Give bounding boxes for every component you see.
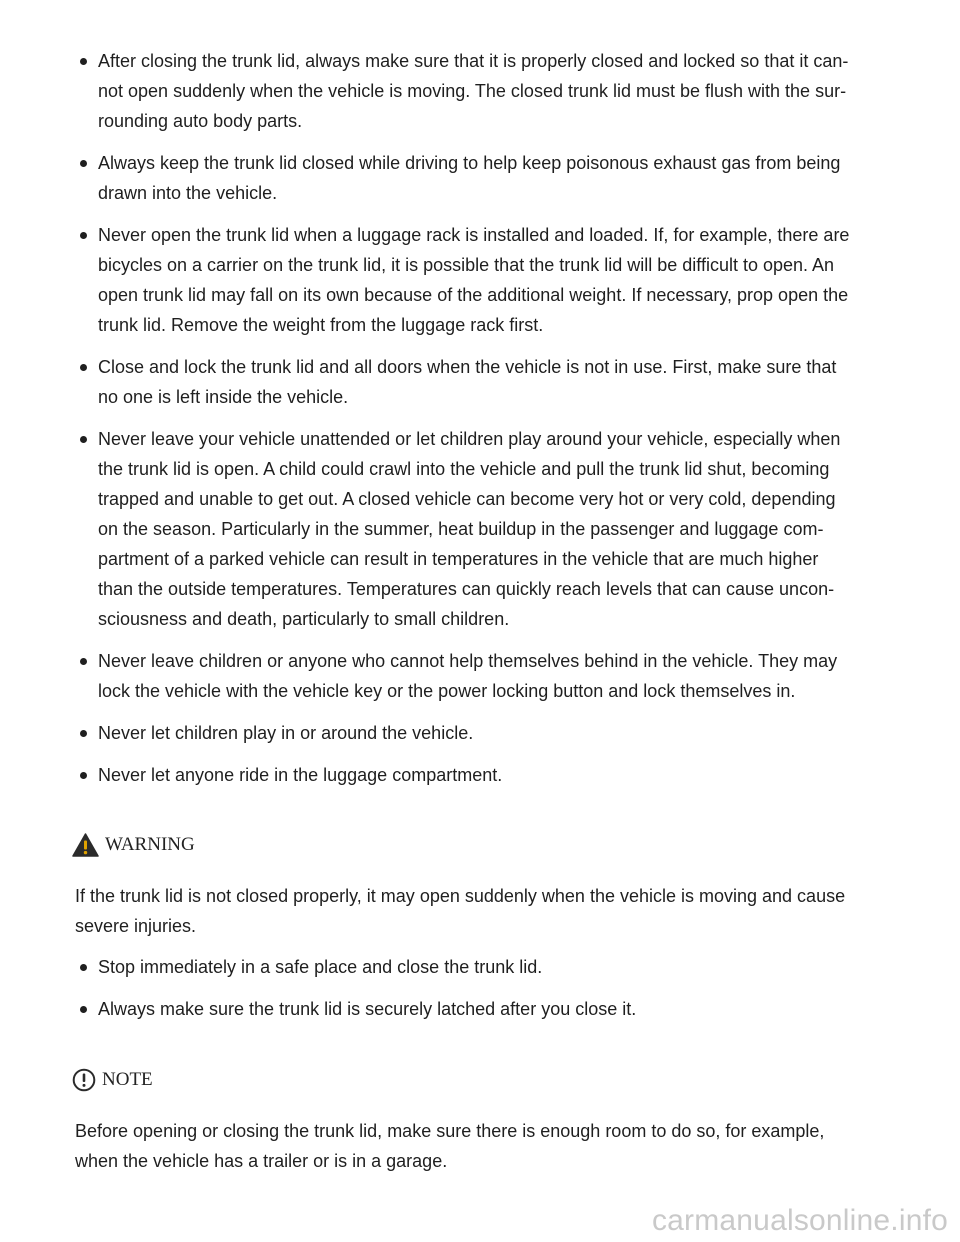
bullet-dot-icon: [80, 436, 87, 443]
text-line: Close and lock the trunk lid and all doors when the vehicle is not in use. First, make sure that: [98, 357, 837, 377]
text-line: rounding auto body parts.: [98, 111, 303, 131]
bullet-dot-icon: [80, 730, 87, 737]
list-item: [0, 46, 960, 136]
safety-bullet-list: [0, 46, 960, 802]
note-text: [75, 1116, 905, 1176]
list-item: [0, 718, 960, 748]
exclamation-circle-icon: [72, 1068, 96, 1092]
list-item: [0, 760, 960, 790]
bullet-dot-icon: [80, 658, 87, 665]
warning-text: [75, 881, 905, 941]
bullet-dot-icon: [80, 160, 87, 167]
list-item: [0, 220, 960, 340]
text-line: Never let anyone ride in the luggage compartment.: [98, 765, 503, 785]
text-line: Never open the trunk lid when a luggage rack is installed and loaded. If, for example, there are: [98, 225, 850, 245]
text-line: lock the vehicle with the vehicle key or the power locking button and lock themselves in.: [98, 681, 796, 701]
text-line: when the vehicle has a trailer or is in a garage.: [75, 1151, 448, 1171]
text-line: Never leave your vehicle unattended or let children play around your vehicle, especially when: [98, 429, 841, 449]
list-item: [0, 646, 960, 706]
list-item: [0, 994, 960, 1024]
list-item: [0, 352, 960, 412]
text-line: open trunk lid may fall on its own because of the additional weight. If necessary, prop open the: [98, 285, 849, 305]
text-line: severe injuries.: [75, 916, 197, 936]
note-heading: [72, 1068, 153, 1092]
text-line: Before opening or closing the trunk lid, make sure there is enough room to do so, for example,: [75, 1121, 825, 1141]
bullet-dot-icon: [80, 364, 87, 371]
text-line: on the season. Particularly in the summer, heat buildup in the passenger and luggage com-: [98, 519, 824, 539]
text-line: than the outside temperatures. Temperatures can quickly reach levels that can cause uncon-: [98, 579, 835, 599]
warning-triangle-icon: [72, 833, 99, 857]
list-item: [0, 424, 960, 634]
bullet-dot-icon: [80, 772, 87, 779]
text-line: no one is left inside the vehicle.: [98, 387, 349, 407]
warning-bullet-list: [0, 952, 960, 1036]
text-line: Always keep the trunk lid closed while driving to help keep poisonous exhaust gas from being: [98, 153, 841, 173]
bullet-dot-icon: [80, 964, 87, 971]
text-line: If the trunk lid is not closed properly, it may open suddenly when the vehicle is moving and cause: [75, 886, 846, 906]
text-line: partment of a parked vehicle can result in temperatures in the vehicle that are much higher: [98, 549, 819, 569]
note-title: NOTE: [102, 1069, 153, 1090]
text-line: trapped and unable to get out. A closed vehicle can become very hot or very cold, depending: [98, 489, 836, 509]
text-line: After closing the trunk lid, always make sure that it is properly closed and locked so that it can-: [98, 51, 849, 71]
warning-heading: [72, 833, 195, 857]
bullet-dot-icon: [80, 1006, 87, 1013]
text-line: drawn into the vehicle.: [98, 183, 278, 203]
text-line: Never let children play in or around the vehicle.: [98, 723, 474, 743]
text-line: bicycles on a carrier on the trunk lid, it is possible that the trunk lid will be difficult to open. An: [98, 255, 835, 275]
text-line: Stop immediately in a safe place and close the trunk lid.: [98, 957, 543, 977]
text-line: Always make sure the trunk lid is securely latched after you close it.: [98, 999, 637, 1019]
text-line: not open suddenly when the vehicle is moving. The closed trunk lid must be flush with the sur-: [98, 81, 847, 101]
list-item: [0, 952, 960, 982]
bullet-dot-icon: [80, 232, 87, 239]
text-line: trunk lid. Remove the weight from the luggage rack first.: [98, 315, 544, 335]
list-item: [0, 148, 960, 208]
bullet-dot-icon: [80, 58, 87, 65]
text-line: sciousness and death, particularly to small children.: [98, 609, 510, 629]
text-line: Never leave children or anyone who cannot help themselves behind in the vehicle. They may: [98, 651, 838, 671]
text-line: the trunk lid is open. A child could crawl into the vehicle and pull the trunk lid shut, becoming: [98, 459, 830, 479]
watermark-text: carmanualsonline.info: [651, 1204, 948, 1237]
warning-title: WARNING: [105, 834, 195, 855]
